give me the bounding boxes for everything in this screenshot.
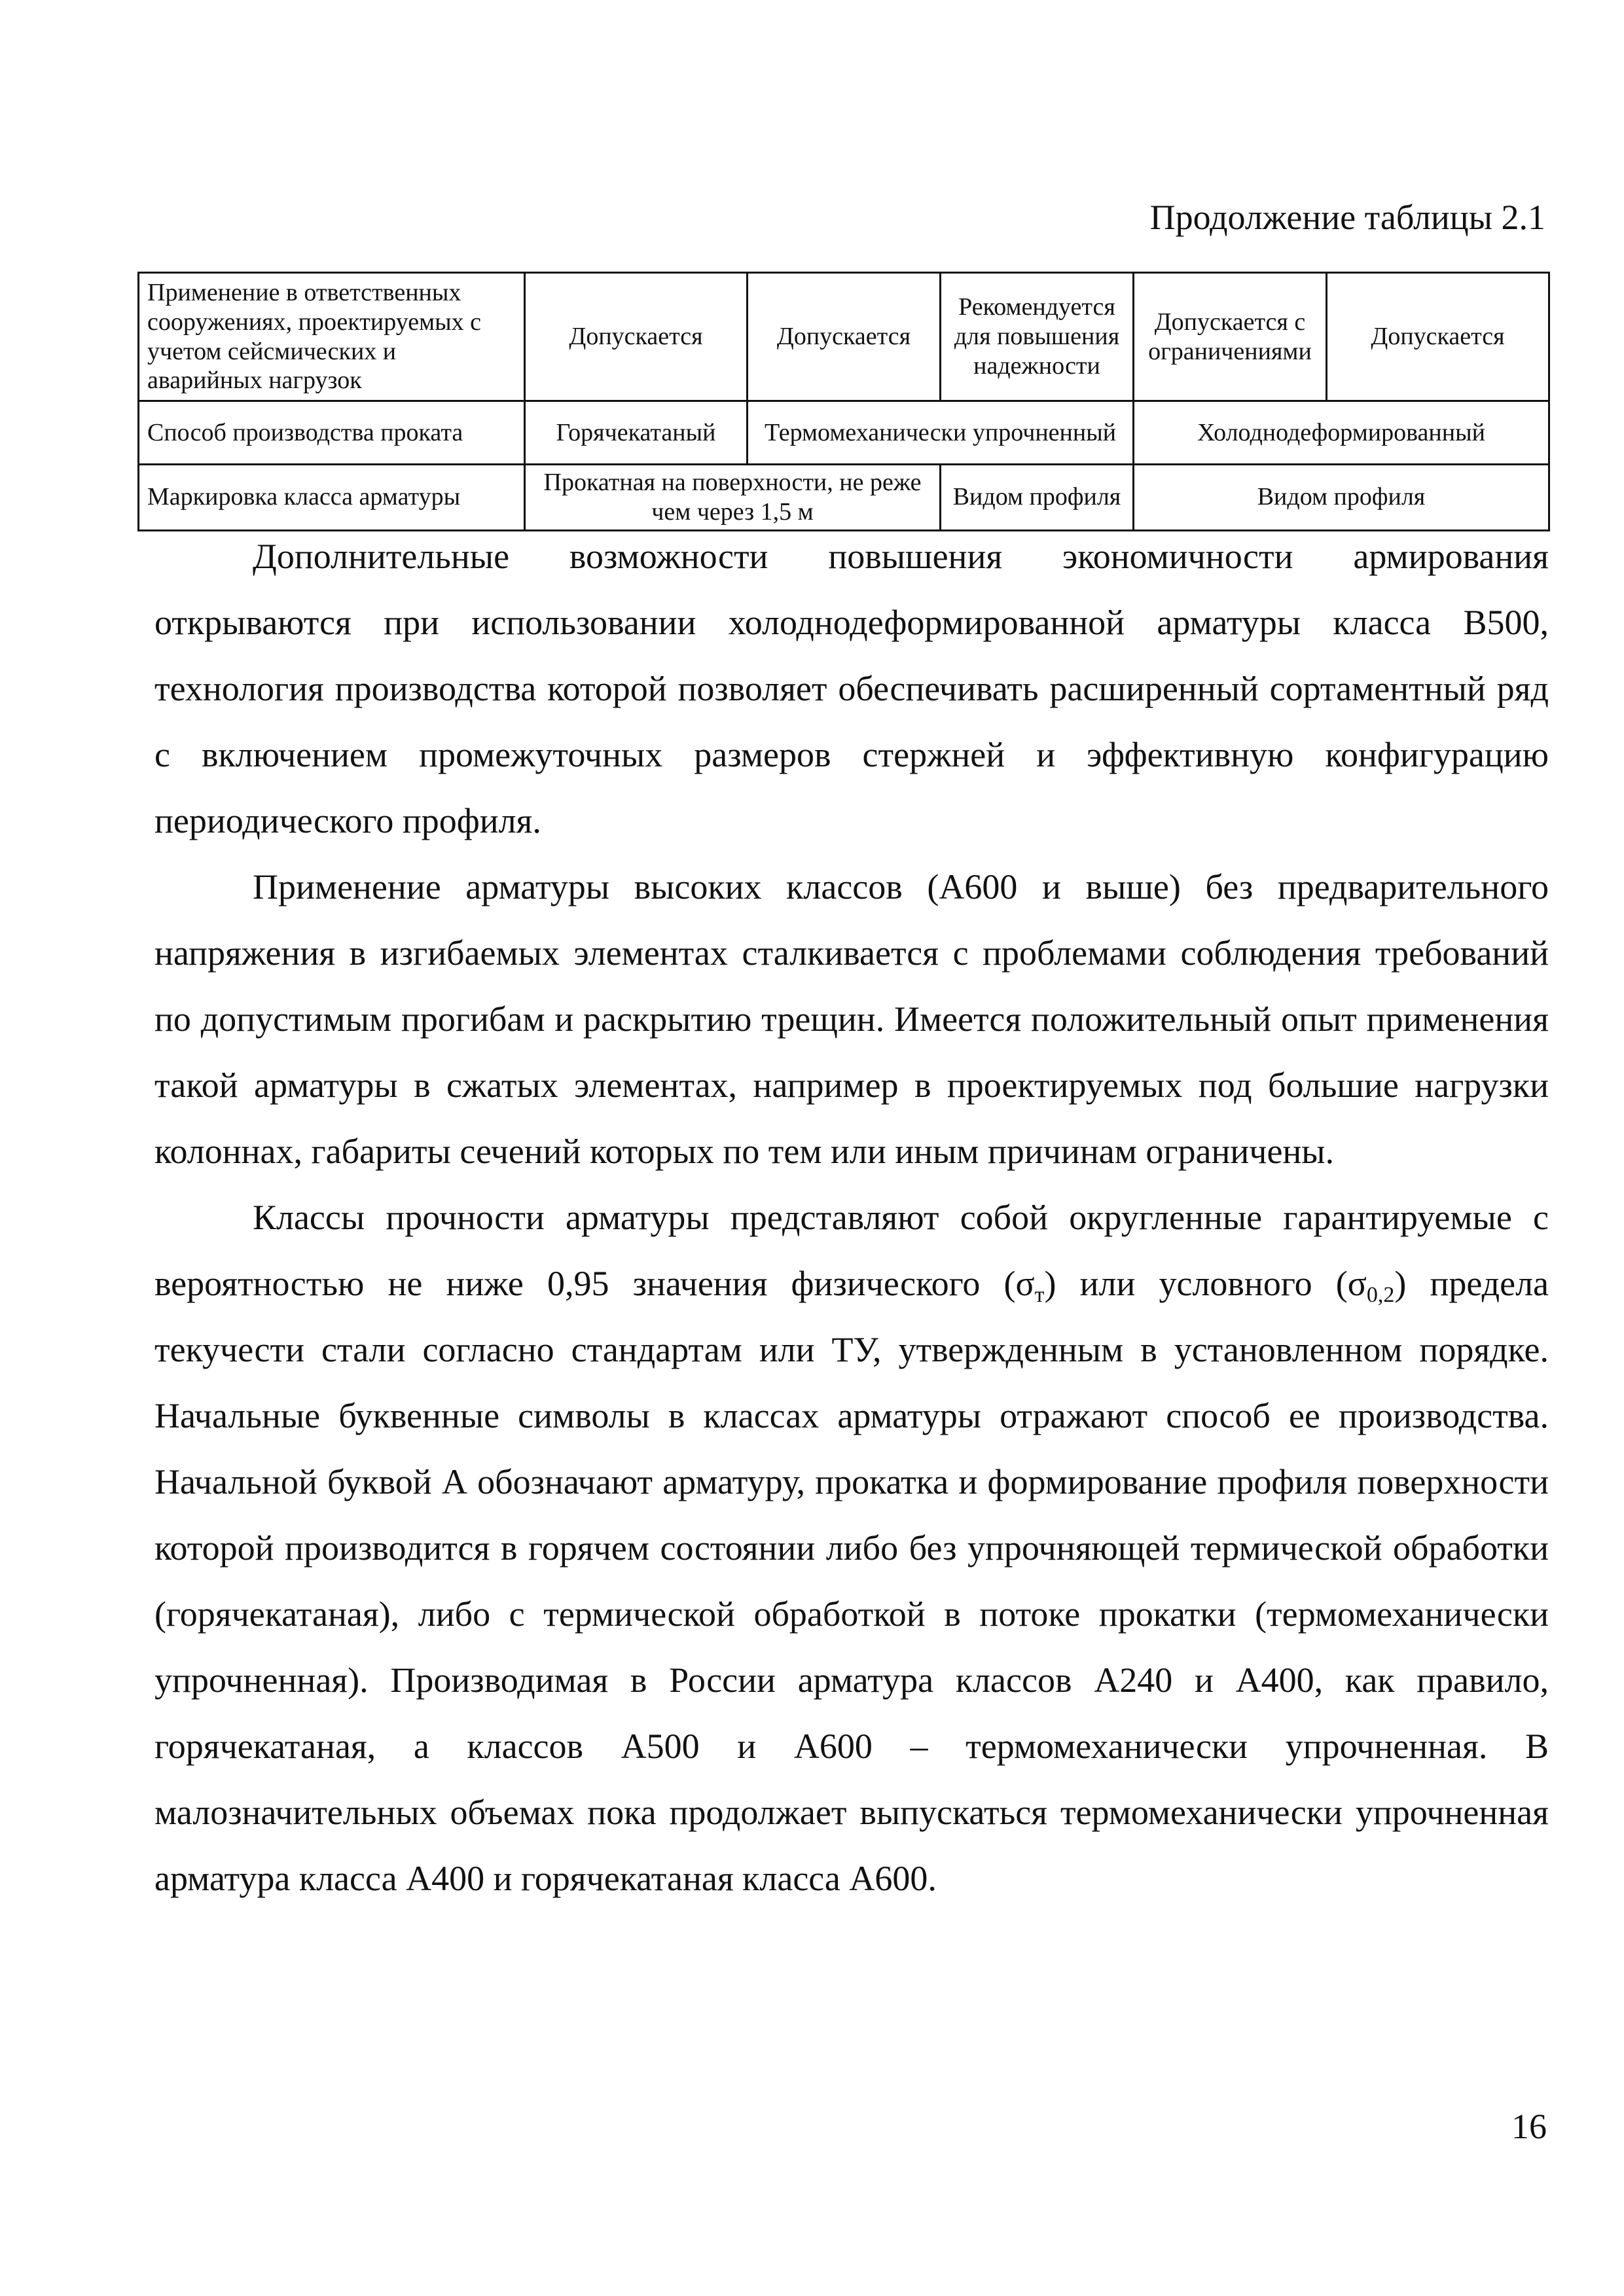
table-cell: Видом профиля xyxy=(941,465,1134,531)
table-cell: Допускается xyxy=(1327,273,1549,401)
table-cell-label: Применение в ответственных сооружениях, проектируемых с учетом сейсмических и аварийных нагрузок xyxy=(139,273,525,401)
table-cell: Прокатная на поверхности, не реже чем через 1,5 м xyxy=(525,465,941,531)
table-cell-label: Маркировка класса арматуры xyxy=(139,465,525,531)
paragraph: Дополнительные возможности повышения экономичности армирования открываются при использовании холоднодеформированной арматуры класса В500, технология производства которой позволяет обеспечивать расширенный сортаментный ряд с включением промежуточных размеров стержней и эффективную конфигурацию периодического профиля. xyxy=(154,537,1549,840)
table-cell: Горячекатаный xyxy=(525,401,748,465)
table-cell: Термомеханически упрочненный xyxy=(748,401,1134,465)
page-number: 16 xyxy=(1511,2107,1547,2146)
paragraph: Применение арматуры высоких классов (А600 и выше) без предварительного напряжения в изгибаемых элементах сталкивается с проблемами соблюдения требований по допустимым прогибам и раскрытию трещин. Имеется положительный опыт применения такой арматуры в сжатых элементах, например в проектируемых под большие нагрузки колоннах, габариты сечений которых по тем или иным причинам ограничены. xyxy=(154,867,1549,1171)
table-cell: Допускается xyxy=(748,273,941,401)
table-row xyxy=(139,273,1549,401)
table-cell: Допускается с ограничениями xyxy=(1134,273,1327,401)
table-cell-label: Способ производства проката xyxy=(139,401,525,465)
table-cell: Рекомендуется для повышения надежности xyxy=(941,273,1134,401)
table-row xyxy=(139,465,1549,531)
body-text xyxy=(154,524,1549,1912)
table-cell: Допускается xyxy=(525,273,748,401)
paragraph-text: Классы прочности арматуры представляют собой округленные гарантируемые с вероятностью не ниже 0,95 значения физического (σ xyxy=(154,1198,1549,1303)
paragraph-text: ) предела текучести стали согласно стандартам или ТУ, утвержденным в установленном порядке. Начальные буквенные символы в классах арматуры отражают способ ее производства. Начальной буквой А обозначают арматуру, прокатка и формирование профиля поверхности которой производится в горячем состоянии либо без упрочняющей термической обработки (горячекатаная), либо с термической обработкой в потоке прокатки (термомеханически упрочненная). Производимая в России арматура классов А240 и А400, как правило, горячекатаная, а классов А500 и А600 – термомеханически упрочненная. В малозначительных объемах пока продолжает выпускаться термомеханически упрочненная арматура класса А400 и горячекатаная класса А600. xyxy=(154,1264,1549,1898)
subscript: 0,2 xyxy=(1366,1283,1395,1307)
table-cell: Видом профиля xyxy=(1134,465,1549,531)
subscript: т xyxy=(1034,1283,1045,1307)
rebar-properties-table xyxy=(137,272,1550,531)
table-row xyxy=(139,401,1549,465)
table-cell: Холоднодеформированный xyxy=(1134,401,1549,465)
table-caption: Продолжение таблицы 2.1 xyxy=(1149,198,1545,237)
paragraph xyxy=(154,1185,1549,1912)
paragraph-text: ) или условного (σ xyxy=(1044,1264,1367,1303)
